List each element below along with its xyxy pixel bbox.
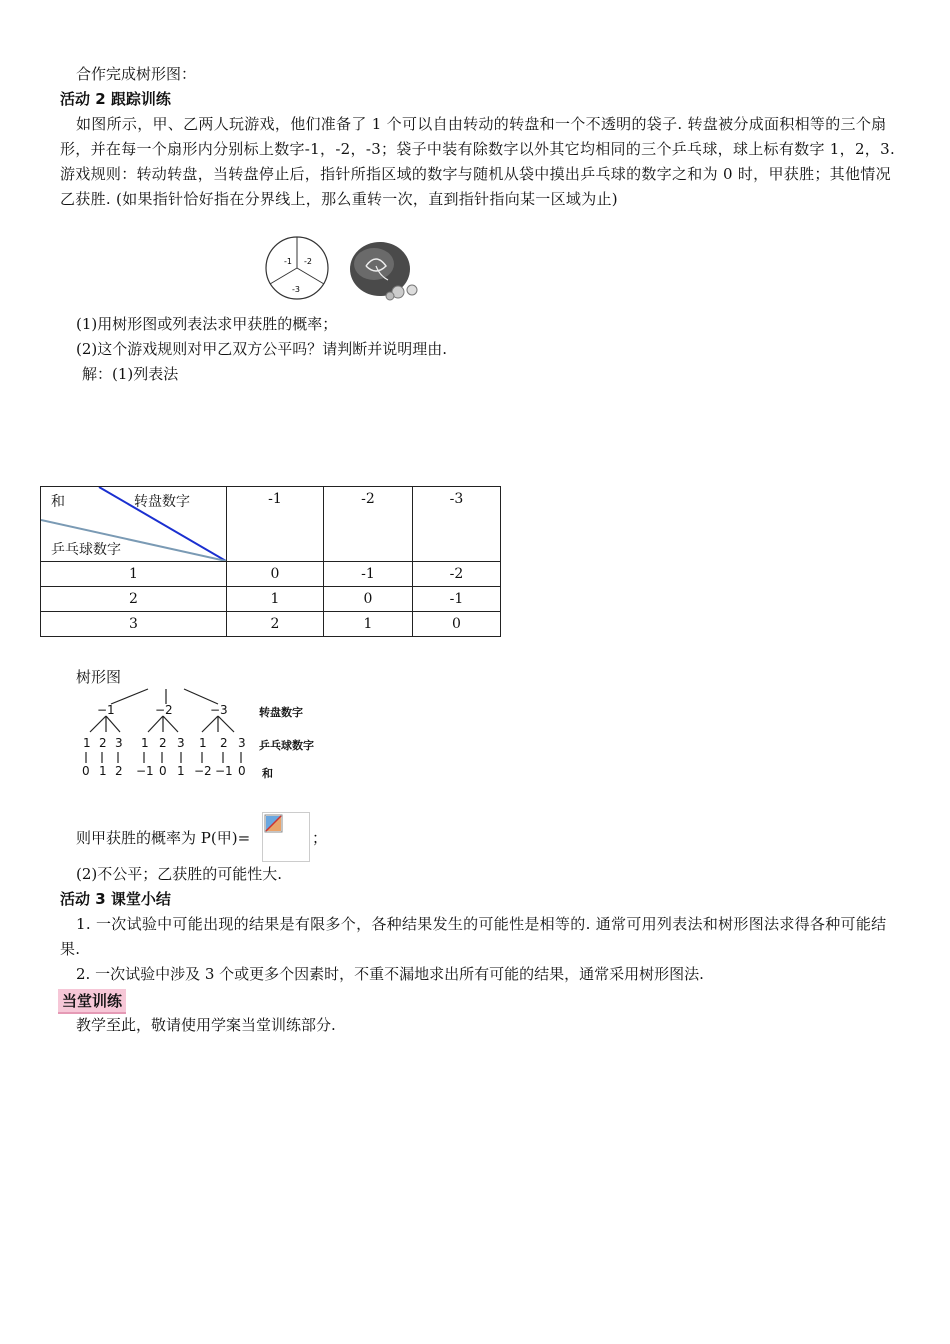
closing-line: 教学至此，敬请使用学案当堂训练部分. [76, 1016, 336, 1034]
tree-ball-node: 3 [238, 736, 246, 750]
table-cell: -2 [413, 562, 501, 587]
summary-2: 2. 一次试验中涉及 3 个或更多个因素时，不重不漏地求出所有可能的结果，通常采用树形图法. [76, 965, 704, 983]
spinner-sector-label: -3 [292, 285, 300, 294]
column-header: -1 [227, 487, 324, 562]
table-cell: 1 [227, 587, 324, 612]
column-header: -2 [324, 487, 413, 562]
spinner-icon [266, 237, 328, 299]
column-header: -3 [413, 487, 501, 562]
tree-ball-node: 2 [159, 736, 167, 750]
question-1: (1)用树形图或列表法求甲获胜的概率； [76, 315, 338, 333]
fraction-image-placeholder [262, 812, 310, 862]
probability-line: 则甲获胜的概率为 P(甲)= [76, 829, 251, 847]
tree-ball-node: 1 [141, 736, 149, 750]
tree-ball-node: 2 [99, 736, 107, 750]
tree-spinner-node: −3 [210, 703, 228, 717]
activity3-heading: 活动 3 课堂小结 [60, 890, 171, 908]
sum-table [40, 486, 501, 637]
spinner-and-bag-figure [262, 236, 437, 306]
tree-ball-node: 1 [199, 736, 207, 750]
row-label: 1 [41, 562, 227, 587]
tree-ball-node: 3 [177, 736, 185, 750]
tree-ball-node: 2 [220, 736, 228, 750]
corner-spinner-label: 转盘数字 [134, 494, 190, 510]
tree-sum-node: 2 [115, 764, 123, 778]
broken-image-icon [264, 814, 284, 834]
tree-sum-node: 0 [238, 764, 246, 778]
table-cell: -1 [324, 562, 413, 587]
tree-sum-node: −1 [136, 764, 154, 778]
table-cell: -1 [413, 587, 501, 612]
table-corner-cell [41, 487, 227, 562]
practice-badge: 当堂训练 [58, 989, 126, 1014]
tree-sum-node: 0 [82, 764, 90, 778]
answer-2: (2)不公平；乙获胜的可能性大. [76, 865, 283, 883]
corner-ball-label: 乒乓球数字 [51, 542, 121, 558]
table-cell: 0 [227, 562, 324, 587]
activity2-heading: 活动 2 跟踪训练 [60, 90, 171, 108]
corner-sum-label: 和 [51, 494, 65, 510]
tree-ball-node: 1 [83, 736, 91, 750]
spinner-sector-label: -1 [284, 257, 292, 266]
tree-label-ball: 乒乓球数字 [259, 739, 314, 752]
tree-title: 树形图 [76, 668, 122, 686]
spinner-sector-label: -2 [304, 257, 312, 266]
tree-spinner-node: −1 [97, 703, 115, 717]
solution-line: 解：(1)列表法 [82, 365, 179, 383]
tree-label-spinner: 转盘数字 [259, 706, 303, 719]
table-cell: 2 [227, 612, 324, 637]
summary-1: 1. 一次试验中可能出现的结果是有限多个，各种结果发生的可能性是相等的. 通常可用列表法和树形图法求得各种可能结果. [60, 915, 887, 958]
table-cell: 0 [324, 587, 413, 612]
tree-spinner-node: −2 [155, 703, 173, 717]
problem-paragraph: 如图所示，甲、乙两人玩游戏，他们准备了 1 个可以自由转动的转盘和一个不透明的袋子. 转盘被分成面积相等的三个扇形，并在每一个扇形内分别标上数字-1，-2，-3；袋子中装有除数字以外其它均相同的三个乒乓球，球上标有数字 1，2，3. 游戏规则：转动转盘，当转盘停止后，指针所指区域的数字与随机从袋中摸出乒乓球的数字之和为 0 时，甲获胜；其他情况乙获胜. (如果指针恰好指在分界线上，那么重转一次，直到指针指向某一区域为止) [60, 115, 896, 208]
tree-sum-node: −2 [194, 764, 212, 778]
tree-label-sum: 和 [262, 767, 273, 780]
row-label: 3 [41, 612, 227, 637]
question-2: (2)这个游戏规则对甲乙双方公平吗？请判断并说明理由. [76, 340, 448, 358]
probability-suffix: ； [312, 829, 328, 847]
tree-sum-node: −1 [215, 764, 233, 778]
tree-sum-node: 0 [159, 764, 167, 778]
table-cell: 0 [413, 612, 501, 637]
table-row [41, 562, 501, 587]
table-cell: 1 [324, 612, 413, 637]
bag-icon [350, 242, 417, 300]
row-label: 2 [41, 587, 227, 612]
table-row [41, 612, 501, 637]
tree-ball-node: 3 [115, 736, 123, 750]
tree-sum-node: 1 [177, 764, 185, 778]
tree-sum-node: 1 [99, 764, 107, 778]
intro-line: 合作完成树形图： [76, 65, 197, 83]
table-row [41, 587, 501, 612]
